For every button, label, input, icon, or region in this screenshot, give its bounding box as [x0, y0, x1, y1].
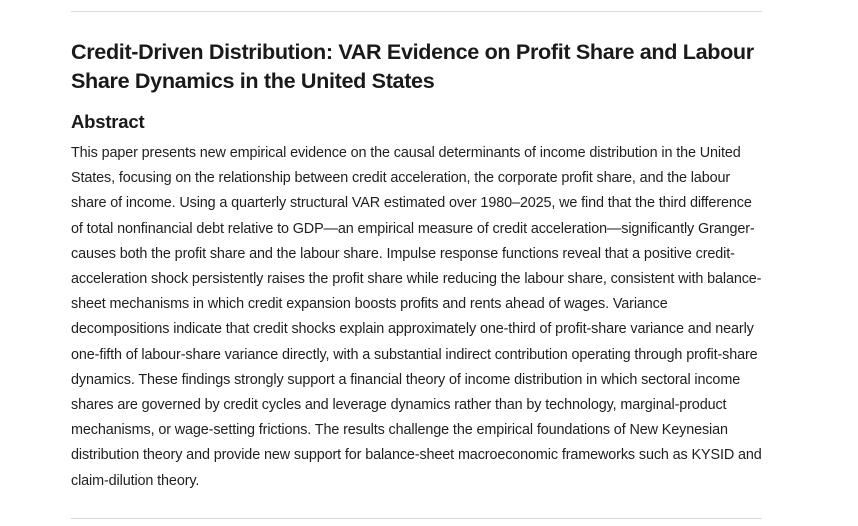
abstract-text: This paper presents new empirical evidence on the causal determinants of income distribution in the United States, focusing on the relationship between credit acceleration, the corporate profit share, and the labour share of income. Using a quarterly structural VAR estimated over 1980–2025, we find that the third difference of total nonfinancial debt relative to GDP—an empirical measure of credit acceleration—significantly Granger-causes both the profit share and the labour share. Impulse response functions reveal that a positive credit-acceleration shock persistently raises the profit share while reducing the labour share, consistent with balance-sheet mechanisms in which credit expansion boosts profits and rents ahead of wages. Variance decompositions indicate that credit shocks explain approximately one-third of profit-share variance and nearly one-fifth of labour-share variance directly, with a substantial indirect contribution operating through profit-share dynamics. These findings strongly support a financial theory of income distribution in which sectoral income shares are governed by credit cycles and leverage dynamics rather than by technology, marginal-product mechanisms, or wage-setting frictions. The results challenge the empirical foundations of New Keynesian distribution theory and provide new support for balance-sheet macroeconomic frameworks such as KYSID and claim-dilution theory. — [71, 145, 762, 489]
top-divider — [71, 11, 762, 12]
abstract-heading: Abstract — [71, 111, 145, 132]
bottom-divider — [71, 518, 762, 519]
paper-title: Credit-Driven Distribution: VAR Evidence on Profit Share and Labour Share Dynamics in the United States — [71, 39, 754, 93]
